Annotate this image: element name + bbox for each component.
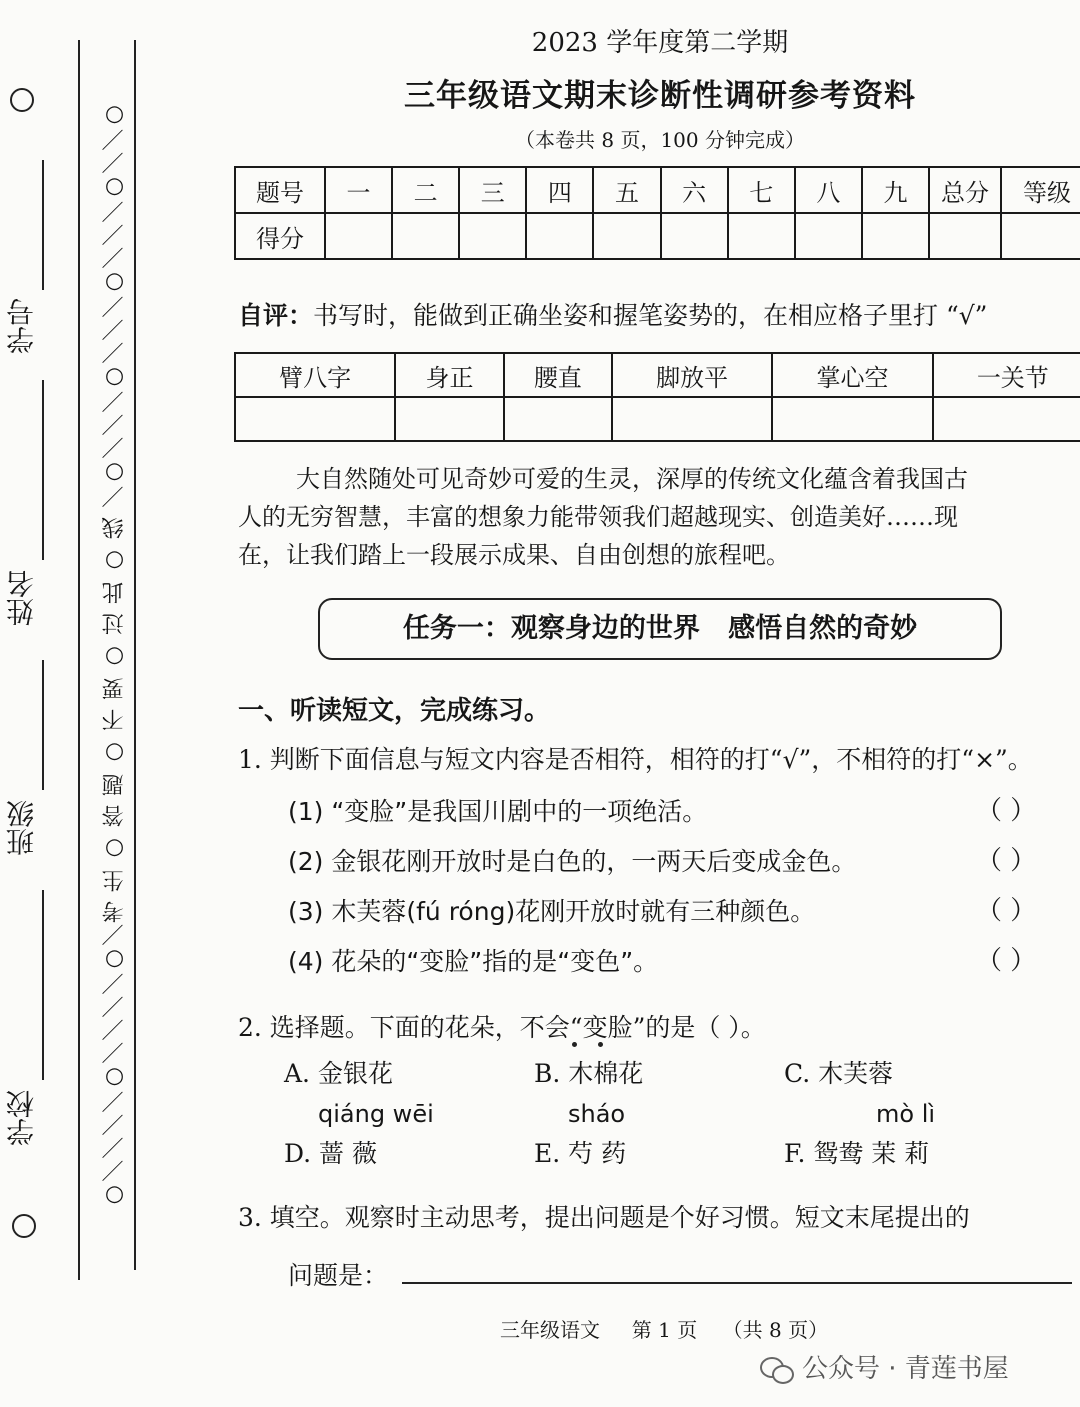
score-cell[interactable] <box>526 213 593 259</box>
score-cell[interactable] <box>728 213 795 259</box>
q2-option-b[interactable]: B. 木棉花 <box>534 1059 644 1088</box>
self-eval-check-cell[interactable] <box>504 397 612 441</box>
score-cell[interactable] <box>795 213 862 259</box>
q1-item-2: (2) 金银花刚开放时是白色的，一两天后变成金色。 <box>288 847 857 876</box>
score-table-score-row <box>235 213 1080 259</box>
wechat-icon <box>760 1357 794 1383</box>
score-header-cell: 五 <box>593 167 660 213</box>
task-banner: 任务一：观察身边的世界 感悟自然的奇妙 <box>318 598 1002 660</box>
score-cell[interactable] <box>392 213 459 259</box>
q2-option-e[interactable]: E. 芍 药 <box>534 1139 627 1168</box>
page-footer: 三年级语文 第 1 页 （共 8 页） <box>500 1318 829 1342</box>
self-eval-label: 自评： <box>238 301 314 330</box>
field-line-name[interactable] <box>42 380 44 560</box>
score-cell[interactable] <box>325 213 392 259</box>
score-cell[interactable] <box>862 213 929 259</box>
q1-answer-paren-1[interactable]: （ ） <box>976 796 1037 826</box>
intro-line-2: 人的无穷智慧，丰富的想象力能带领我们超越现实、创造美好……现 <box>238 503 958 531</box>
score-row-label: 得分 <box>235 213 325 259</box>
self-eval-check-cell[interactable] <box>235 397 395 441</box>
q2-option-a[interactable]: A. 金银花 <box>284 1059 393 1088</box>
score-header-cell: 三 <box>459 167 526 213</box>
self-eval-header-cell: 身正 <box>395 353 503 397</box>
self-eval-header-cell: 一关节 <box>933 353 1080 397</box>
emphasis-dot <box>598 1042 603 1047</box>
q2-stem[interactable]: 2. 选择题。下面的花朵，不会“变脸”的是（ ）。 <box>238 1013 766 1042</box>
score-header-cell: 八 <box>795 167 862 213</box>
self-eval-table <box>234 352 1080 442</box>
field-label-name: 姓名 <box>5 570 38 626</box>
score-header-cell: 九 <box>862 167 929 213</box>
field-label-student-id: 学号 <box>5 298 38 354</box>
score-header-cell: 六 <box>661 167 728 213</box>
score-cell[interactable] <box>593 213 660 259</box>
field-line-class[interactable] <box>42 660 44 790</box>
binding-line-inner <box>134 40 136 1270</box>
binding-circle-top <box>10 88 34 112</box>
score-header-cell: 一 <box>325 167 392 213</box>
self-eval-header-row <box>235 353 1080 397</box>
binding-circle-bottom <box>12 1214 36 1238</box>
seal-line-text: ○／／／／○／／／／○／考 生 ○ 答 题 ○ 不 要 ○ 过 此 ○ 线 ／○／／／○／／／○／／／○／／○ <box>102 102 127 1208</box>
score-cell[interactable] <box>1001 213 1080 259</box>
pinyin-moli: mò lì <box>876 1100 936 1128</box>
score-cell[interactable] <box>661 213 728 259</box>
score-header-cell: 七 <box>728 167 795 213</box>
self-eval-check-cell[interactable] <box>933 397 1080 441</box>
score-cell[interactable] <box>459 213 526 259</box>
score-header-cell: 等级 <box>1001 167 1080 213</box>
pinyin-qiangwei: qiáng wēi <box>318 1100 434 1128</box>
self-eval-header-cell: 腰直 <box>504 353 612 397</box>
pinyin-shao: sháo <box>568 1100 626 1128</box>
field-label-class: 班级 <box>5 800 38 856</box>
watermark <box>760 1348 1009 1385</box>
self-eval-header-cell: 掌心空 <box>772 353 932 397</box>
field-line-school[interactable] <box>42 890 44 1080</box>
score-table-header-row <box>235 167 1080 213</box>
field-line-student-id[interactable] <box>42 160 44 290</box>
q2-option-d[interactable]: D. 蔷 薇 <box>284 1139 377 1168</box>
q2-option-c[interactable]: C. 木芙蓉 <box>784 1059 894 1088</box>
watermark-text: 公众号 · 青莲书屋 <box>802 1354 1009 1384</box>
self-eval-check-cell[interactable] <box>772 397 932 441</box>
emphasis-dot <box>572 1042 577 1047</box>
intro-line-3: 在，让我们踏上一段展示成果、自由创想的旅程吧。 <box>238 541 790 569</box>
exam-term: 2023 学年度第二学期 <box>531 28 789 58</box>
q1-item-1: (1) “变脸”是我国川剧中的一项绝活。 <box>288 797 708 826</box>
score-header-cell: 二 <box>392 167 459 213</box>
field-label-school: 学校 <box>5 1090 38 1146</box>
self-eval-header-cell: 臂八字 <box>235 353 395 397</box>
score-header-cell: 总分 <box>929 167 1001 213</box>
q1-item-3: (3) 木芙蓉(fú róng)花刚开放时就有三种颜色。 <box>288 897 816 926</box>
q3-stem: 3. 填空。观察时主动思考，提出问题是个好习惯。短文末尾提出的 <box>238 1203 970 1232</box>
self-eval-check-cell[interactable] <box>612 397 772 441</box>
q1-answer-paren-3[interactable]: （ ） <box>976 896 1037 926</box>
score-table <box>234 166 1080 260</box>
score-cell[interactable] <box>929 213 1001 259</box>
self-eval-check-row <box>235 397 1080 441</box>
score-header-cell: 题号 <box>235 167 325 213</box>
score-header-cell: 四 <box>526 167 593 213</box>
q3-prompt: 问题是： <box>288 1261 389 1290</box>
self-eval-instruction <box>238 296 987 332</box>
q1-answer-paren-4[interactable]: （ ） <box>976 946 1037 976</box>
q1-answer-paren-2[interactable]: （ ） <box>976 846 1037 876</box>
exam-note: （本卷共 8 页，100 分钟完成） <box>515 128 805 152</box>
self-eval-check-cell[interactable] <box>395 397 503 441</box>
intro-line-1: 大自然随处可见奇妙可爱的生灵，深厚的传统文化蕴含着我国古 <box>296 465 968 493</box>
section-title: 一、听读短文，完成练习。 <box>238 696 551 726</box>
q2-option-f[interactable]: F. 鸳鸯 茉 莉 <box>784 1139 930 1168</box>
binding-line-outer <box>78 40 80 1280</box>
q1-item-4: (4) 花朵的“变脸”指的是“变色”。 <box>288 947 659 976</box>
exam-title: 三年级语文期末诊断性调研参考资料 <box>404 78 916 114</box>
q3-answer-line[interactable] <box>402 1282 1072 1284</box>
q1-stem: 1. 判断下面信息与短文内容是否相符，相符的打“√”，不相符的打“×”。 <box>238 745 1033 774</box>
self-eval-text: 书写时，能做到正确坐姿和握笔姿势的，在相应格子里打 “√” <box>313 301 988 330</box>
self-eval-header-cell: 脚放平 <box>612 353 772 397</box>
